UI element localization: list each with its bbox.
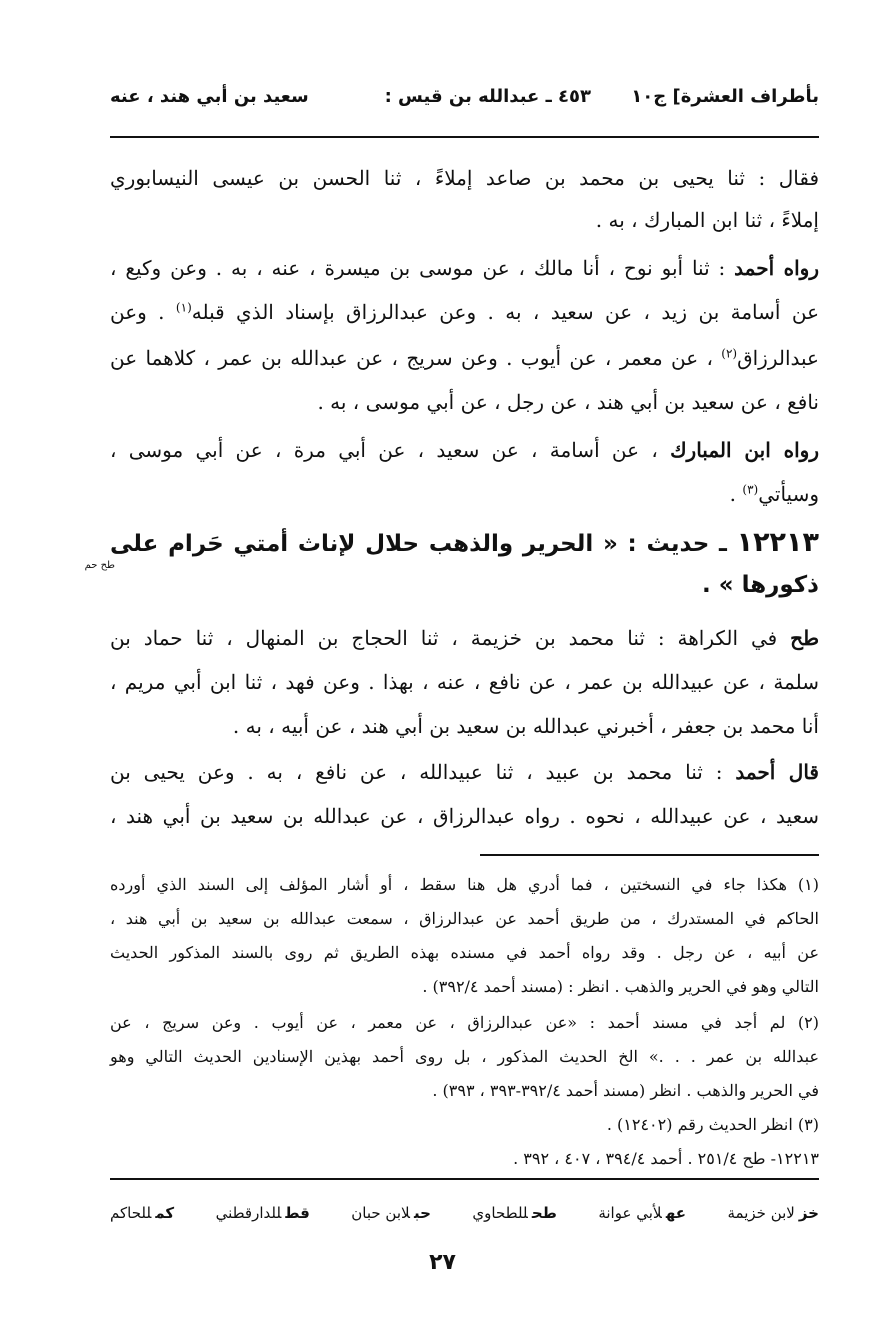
legend-code: قط	[285, 1204, 310, 1222]
header-book-title: بأطراف العشرة] ج١٠	[631, 86, 819, 107]
body-line-11: أنا محمد بن جعفر ، أخبرني عبدالله بن سعيد بن أبي هند ، عن أبيه ، به .	[232, 714, 819, 738]
line-text: ، عن أسامة ، عن سعيد ، عن أبي مرة ، عن أبي موسى ،	[110, 438, 671, 462]
body-line-13: سعيد ، عن عبيدالله ، نحوه . رواه عبدالرزاق ، عن عبدالله بن سعيد بن أبي هند ،	[110, 804, 819, 828]
header-subject: سعيد بن أبي هند ، عنه	[110, 86, 309, 107]
line-text: عن أسامة بن زيد ، عن سعيد ، به . وعن عبدالرزاق بإسناد الذي قبله	[191, 300, 819, 324]
legend-code: عه	[665, 1204, 686, 1222]
page-number: ٢٧	[429, 1250, 456, 1275]
line-text: في الكراهة : ثنا محمد بن خزيمة ، ثنا الحجاج بن المنهال ، ثنا حماد بن	[110, 626, 791, 650]
hadith-heading-cont: ذكورها » .	[701, 572, 819, 598]
hadith-text: ـ حديث : « الحرير والذهب حلال لإناث أمتي حَرام على	[110, 531, 737, 557]
body-line-8	[110, 474, 819, 514]
legend-item	[727, 1198, 819, 1228]
footnote-line-8: (٣) انظر الحديث رقم (١٢٤٠٢) .	[606, 1115, 819, 1134]
legend-code: طح	[531, 1204, 557, 1222]
body-line-3	[110, 248, 819, 288]
line-text: : ثنا محمد بن عبيد ، ثنا عبيدالله ، عن نافع ، به . وعن يحيى بن	[110, 760, 736, 784]
body-line-7	[110, 430, 819, 470]
narrator-lead: رواه أحمد	[734, 256, 819, 280]
narrator-lead: طح	[790, 626, 819, 650]
legend-name: للدارقطني	[215, 1204, 282, 1222]
footnote-rule	[480, 854, 819, 856]
body-line-5	[110, 338, 819, 378]
running-header	[110, 86, 819, 120]
source-legend	[110, 1198, 819, 1228]
legend-rule	[110, 1178, 819, 1180]
footnote-ref-2[interactable]: (٢)	[721, 346, 738, 361]
narrator-lead: رواه ابن المبارك	[670, 438, 820, 462]
narrator-lead: قال أحمد	[735, 760, 819, 784]
legend-item	[472, 1198, 556, 1228]
line-text: ، عن معمر ، عن أيوب . وعن سريج ، عن عبدالله بن عمر ، كلاهما عن	[110, 346, 722, 370]
footnote-line-9: ١٢٢١٣- طح ٢٥١/٤ . أحمد ٣٩٤/٤ ، ٤٠٧ ، ٣٩٢ .	[513, 1149, 819, 1168]
footnote-line-6: عبدالله بن عمر . . .» الخ الحديث المذكور ، بل روى أحمد بهذين الإسنادين الحديث التالي وهو	[110, 1047, 819, 1066]
legend-code: حب	[413, 1204, 431, 1222]
line-text: : ثنا أبو نوح ، أنا مالك ، عن موسى بن ميسرة ، عنه ، به . وعن وكيع ،	[110, 256, 735, 280]
legend-name: للطحاوي	[472, 1204, 528, 1222]
body-line-12	[110, 752, 819, 792]
line-text: وسيأتي	[758, 482, 819, 506]
legend-name: لابن خزيمة	[727, 1204, 795, 1222]
legend-item	[351, 1198, 431, 1228]
footnote-line-3: عن أبيه ، عن رجل . وقد رواه أحمد في مسنده بهذه الطريق ثم روى بالسند المذكور الحديث	[110, 943, 819, 962]
header-rule	[110, 136, 819, 138]
legend-code: خز	[798, 1204, 819, 1222]
hadith-heading	[110, 521, 819, 565]
footnote-ref-1[interactable]: (١)	[175, 300, 192, 315]
line-text: عبدالرزاق	[737, 346, 819, 370]
header-chapter: ٤٥٣ ـ عبدالله بن قيس :	[384, 86, 591, 107]
legend-name: لابن حبان	[351, 1204, 410, 1222]
body-line-1: فقال : ثنا يحيى بن محمد بن صاعد إملاءً ، ثنا الحسن بن عيسى النيسابوري	[110, 166, 819, 190]
line-text: . وعن	[110, 300, 176, 324]
footnote-line-4: التالي وهو في الحرير والذهب . انظر : (مسند أحمد ٣٩٢/٤) .	[422, 977, 819, 996]
footnote-line-1: (١) هكذا جاء في النسختين ، فما أدري هل هنا سقط ، أو أشار المؤلف إلى السند الذي أورده	[110, 875, 819, 894]
hadith-source-codes: طح حم	[84, 560, 115, 571]
body-line-10: سلمة ، عن عبيدالله بن عمر ، عن نافع ، عنه ، بهذا . وعن فهد ، ثنا ابن أبي مريم ،	[110, 670, 820, 694]
footnote-ref-3[interactable]: (٣)	[742, 482, 759, 497]
footnote-line-7: في الحرير والذهب . انظر (مسند أحمد ٣٩٢/٤-٣٩٣ ، ٣٩٣) .	[432, 1081, 819, 1100]
legend-item	[216, 1198, 310, 1228]
hadith-number: ١٢٢١٣	[736, 527, 819, 558]
legend-name: للحاكم	[110, 1204, 152, 1222]
body-line-2: إملاءً ، ثنا ابن المبارك ، به .	[595, 208, 819, 232]
body-line-9	[110, 618, 819, 658]
legend-name: لأبي عوانة	[598, 1204, 662, 1222]
body-line-4	[110, 292, 819, 332]
footnote-line-2: الحاكم في المستدرك ، من طريق أحمد عن عبدالرزاق ، سمعت عبدالله بن سعيد بن أبي هند ،	[110, 909, 819, 928]
legend-item	[110, 1198, 174, 1228]
line-text: .	[729, 482, 743, 506]
legend-item	[598, 1198, 686, 1228]
footnote-line-5: (٢) لم أجد في مسند أحمد : «عن عبدالرزاق ، عن معمر ، عن أيوب . وعن سريج ، عن	[110, 1013, 820, 1032]
legend-code: كم	[155, 1204, 175, 1222]
body-line-6: نافع ، عن سعيد بن أبي هند ، عن رجل ، عن أبي موسى ، به .	[317, 390, 819, 414]
